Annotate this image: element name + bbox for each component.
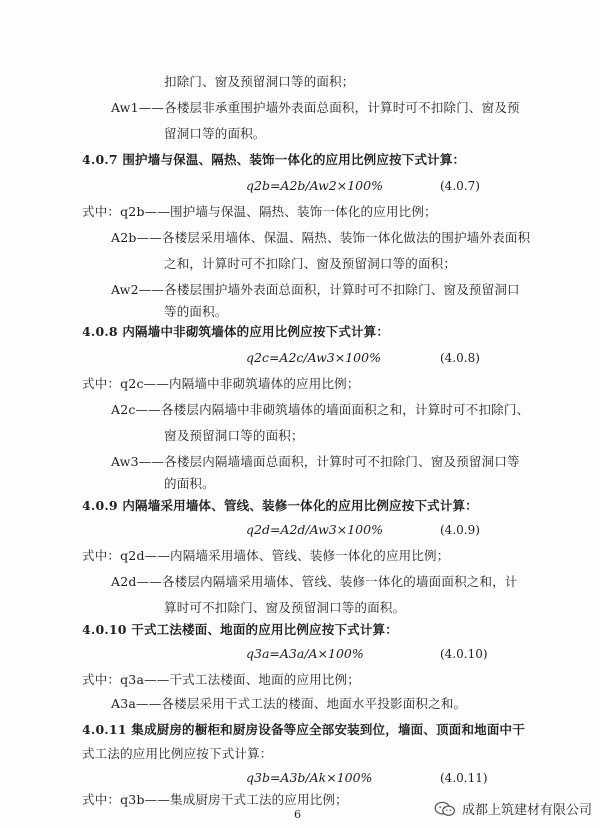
clause-heading: 4.0.8 内隔墙中非砌筑墙体的应用比例应按下式计算：: [82, 324, 390, 339]
watermark: [434, 799, 592, 818]
text-line: A2d——各楼层内隔墙采用墙体、管线、装修一体化的墙面面积之和，计: [111, 574, 518, 589]
equation-number: (4.0.10): [440, 647, 488, 661]
text-line: Aw1——各楼层非承重围护墙外表面总面积，计算时可不扣除门、窗及预: [111, 100, 520, 115]
text-line: 留洞口等的面积。: [164, 126, 266, 141]
text-line: A2b——各楼层采用墙体、保温、隔热、装饰一体化做法的围护墙外表面积: [111, 230, 531, 245]
text-line: 式中：q2b——围护墙与保温、隔热、装饰一体化的应用比例；: [82, 204, 437, 219]
text-line: 窗及预留洞口等的面积；: [164, 428, 304, 443]
equation-number: (4.0.8): [440, 351, 480, 365]
formula: q2b=A2b/Aw2×100%: [246, 178, 383, 193]
clause-heading: 4.0.9 内隔墙采用墙体、管线、装修一体化的应用比例应按下式计算：: [82, 498, 478, 513]
text-line: 式中：q3a——干式工法楼面、地面的应用比例；: [82, 672, 361, 687]
formula: q3b=A3b/Ak×100%: [246, 770, 373, 785]
clause-heading: 4.0.10 干式工法楼面、地面的应用比例应按下式计算：: [82, 622, 398, 637]
text-line: 扣除门、窗及预留洞口等的面积；: [164, 74, 355, 89]
text-line: 式工法的应用比例应按下式计算：: [82, 746, 273, 761]
clause-heading: 4.0.11 集成厨房的橱柜和厨房设备等应全部安装到位，墙面、顶面和地面中干: [82, 722, 525, 737]
text-line: Aw2——各楼层围护墙外表面总面积，计算时可不扣除门、窗及预留洞口: [111, 282, 520, 297]
text-line: 式中：q2d——内隔墙采用墙体、管线、装修一体化的应用比例；: [82, 548, 450, 563]
equation-number: (4.0.7): [440, 179, 480, 193]
equation-number: (4.0.9): [440, 523, 480, 537]
formula: q3a=A3a/A×100%: [246, 646, 364, 661]
text-line: Aw3——各楼层内隔墙墙面总面积，计算时可不扣除门、窗及预留洞口等: [111, 454, 520, 469]
text-line: 式中：q3b——集成厨房干式工法的应用比例；: [82, 792, 348, 807]
formula: q2c=A2c/Aw3×100%: [246, 350, 381, 365]
wechat-icon: [434, 801, 456, 817]
text-line: 式中：q2c——内隔墙中非砌筑墙体的应用比例；: [82, 376, 360, 391]
text-line: A2c——各楼层内隔墙中非砌筑墙体的墙面面积之和，计算时可不扣除门、: [111, 402, 530, 417]
formula: q2d=A2d/Aw3×100%: [246, 522, 383, 537]
text-line: A3a——各楼层采用干式工法的楼面、地面水平投影面积之和。: [111, 696, 467, 711]
text-line: 等的面积。: [164, 304, 228, 319]
page-number: 6: [294, 808, 301, 821]
text-line: 算时可不扣除门、窗及预留洞口等的面积。: [164, 600, 406, 615]
clause-heading: 4.0.7 围护墙与保温、隔热、装饰一体化的应用比例应按下式计算：: [82, 152, 466, 167]
watermark-text: 成都上筑建材有限公司: [461, 803, 592, 818]
text-line: 之和，计算时可不扣除门、窗及预留洞口等的面积；: [164, 256, 457, 271]
text-line: 的面积。: [164, 476, 215, 491]
equation-number: (4.0.11): [440, 771, 488, 785]
